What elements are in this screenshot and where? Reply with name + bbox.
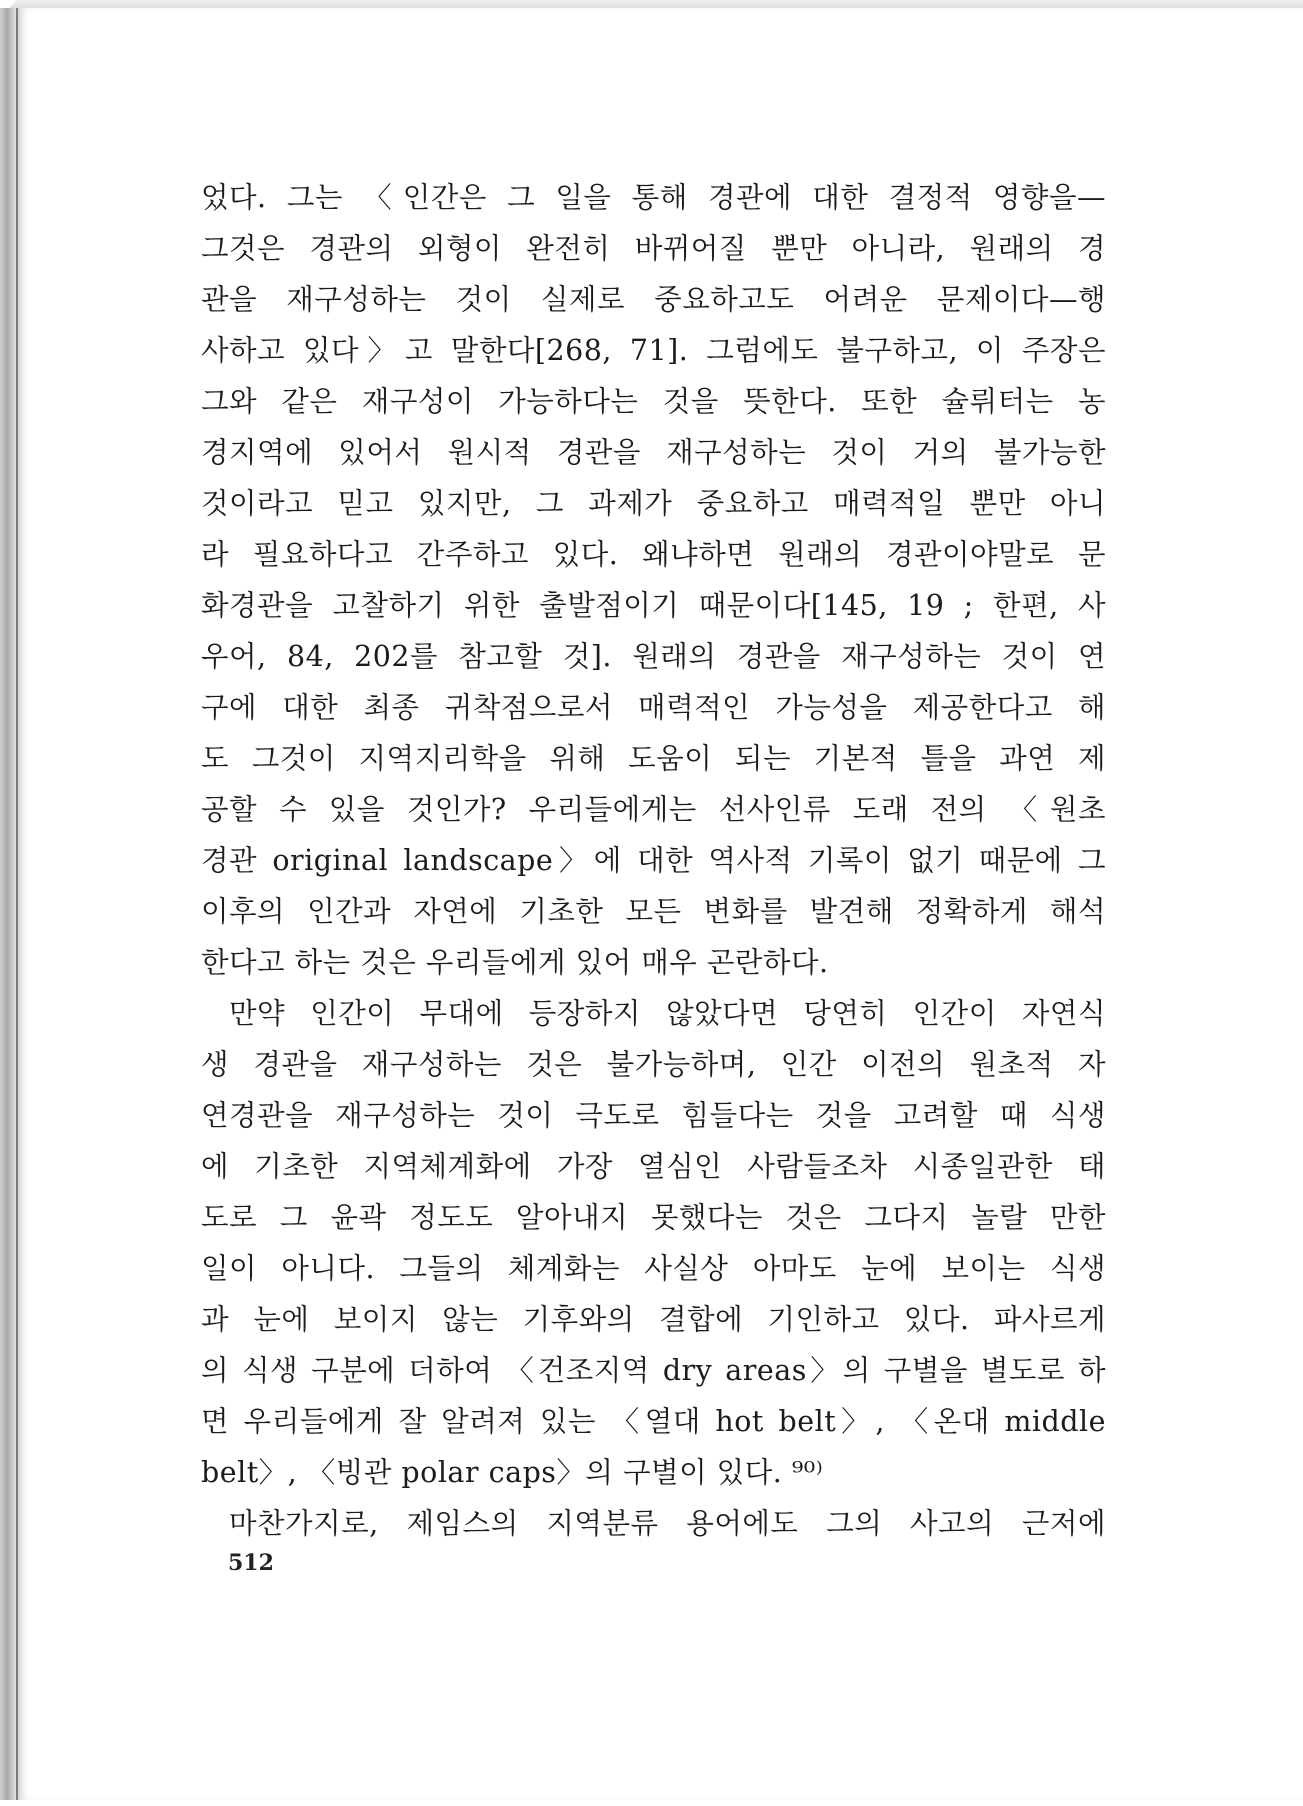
text-line: 것이라고 믿고 있지만, 그 과제가 중요하고 매력적일 뿐만 아니 xyxy=(201,487,1106,520)
text-line: 경관 original landscape〉에 대한 역사적 기록이 없기 때문에 그 xyxy=(201,844,1106,877)
text-line: 과 눈에 보이지 않는 기후와의 결합에 기인하고 있다. 파사르게 xyxy=(201,1303,1106,1336)
body-text xyxy=(201,172,1106,1549)
text-line: 우어, 84, 202를 참고할 것]. 원래의 경관을 재구성하는 것이 연 xyxy=(201,640,1106,673)
text-line: 었다. 그는 〈인간은 그 일을 통해 경관에 대한 결정적 영향을— xyxy=(201,181,1106,214)
text-line: belt〉, 〈빙관 polar caps〉의 구별이 있다. ⁹⁰⁾ xyxy=(201,1456,824,1489)
text-line: 생 경관을 재구성하는 것은 불가능하며, 인간 이전의 원초적 자 xyxy=(201,1048,1106,1081)
text-line: 공할 수 있을 것인가? 우리들에게는 선사인류 도래 전의 〈원초 xyxy=(201,793,1106,826)
text-line: 에 기초한 지역체계화에 가장 열심인 사람들조차 시종일관한 태 xyxy=(201,1150,1106,1183)
text-line: 면 우리들에게 잘 알려져 있는 〈열대 hot belt〉, 〈온대 middle xyxy=(201,1405,1106,1438)
text-line: 연경관을 재구성하는 것이 극도로 힘들다는 것을 고려할 때 식생 xyxy=(201,1099,1106,1132)
text-line: 한다고 하는 것은 우리들에게 있어 매우 곤란하다. xyxy=(201,946,829,979)
book-edge-left xyxy=(0,8,16,1800)
text-line: 그것은 경관의 외형이 완전히 바뀌어질 뿐만 아니라, 원래의 경 xyxy=(201,232,1106,265)
text-line: 화경관을 고찰하기 위한 출발점이기 때문이다[145, 19 ; 한편, 사 xyxy=(201,589,1106,622)
page-number: 512 xyxy=(228,1550,274,1576)
text-line: 도 그것이 지역지리학을 위해 도움이 되는 기본적 틀을 과연 제 xyxy=(201,742,1106,775)
text-line: 라 필요하다고 간주하고 있다. 왜냐하면 원래의 경관이야말로 문 xyxy=(201,538,1106,571)
text-line: 이후의 인간과 자연에 기초한 모든 변화를 발견해 정확하게 해석 xyxy=(201,895,1106,928)
text-line: 경지역에 있어서 원시적 경관을 재구성하는 것이 거의 불가능한 xyxy=(201,436,1106,469)
text-line: 마찬가지로, 제임스의 지역분류 용어에도 그의 사고의 근저에 xyxy=(229,1507,1106,1540)
text-line: 사하고 있다〉고 말한다[268, 71]. 그럼에도 불구하고, 이 주장은 xyxy=(201,334,1106,367)
text-line: 구에 대한 최종 귀착점으로서 매력적인 가능성을 제공한다고 해 xyxy=(201,691,1106,724)
text-line: 관을 재구성하는 것이 실제로 중요하고도 어려운 문제이다—행 xyxy=(201,283,1106,316)
text-line: 만약 인간이 무대에 등장하지 않았다면 당연히 인간이 자연식 xyxy=(229,997,1106,1030)
text-line: 도로 그 윤곽 정도도 알아내지 못했다는 것은 그다지 놀랄 만한 xyxy=(201,1201,1106,1234)
text-line: 의 식생 구분에 더하여 〈건조지역 dry areas〉의 구별을 별도로 하 xyxy=(201,1354,1106,1387)
text-line: 일이 아니다. 그들의 체계화는 사실상 아마도 눈에 보이는 식생 xyxy=(201,1252,1106,1285)
text-line: 그와 같은 재구성이 가능하다는 것을 뜻한다. 또한 슐뤼터는 농 xyxy=(201,385,1106,418)
